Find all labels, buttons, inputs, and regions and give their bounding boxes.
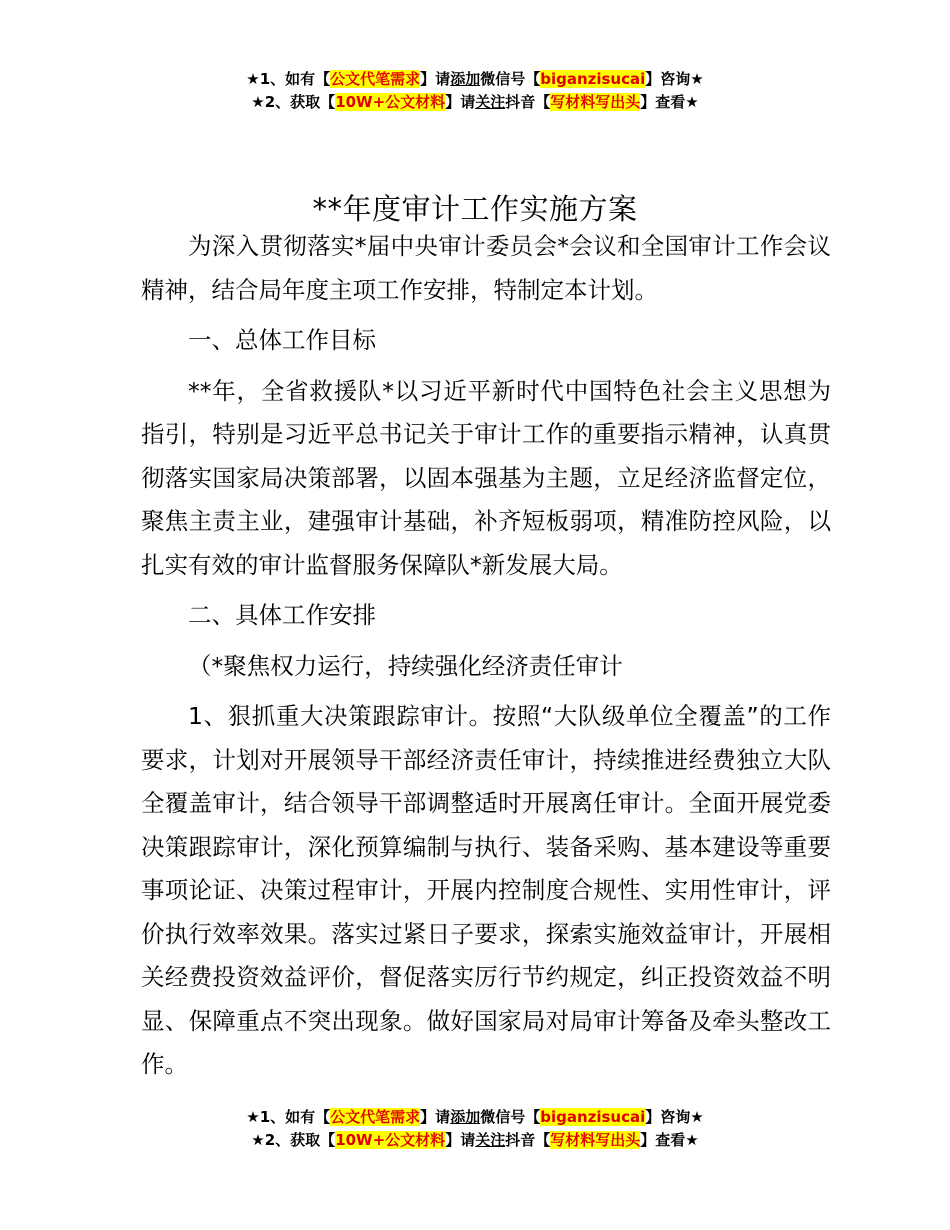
promo-text: ★2、获取【	[251, 1131, 336, 1149]
promo-highlight: 公文代笔需求	[330, 70, 421, 88]
promo-text: 】请	[420, 70, 451, 88]
promo-underlined-text: 关注	[475, 1131, 506, 1149]
promo-text: ★1、如有【	[246, 1108, 331, 1126]
document-title: **年度审计工作实施方案	[312, 192, 638, 227]
promo-underlined-text: 添加	[450, 1108, 481, 1126]
promo-text: 】请	[445, 1131, 476, 1149]
promo-underlined-text: 关注	[475, 93, 506, 111]
section-heading-2: 二、具体工作安排	[188, 601, 376, 629]
promo-text: 】咨询★	[645, 70, 704, 88]
intro-paragraph: 为深入贯彻落实*届中央审计委员会*会议和全国审计工作会议精神，结合局年度主项工作安排，特制定本计划。	[141, 232, 831, 304]
promo-highlight: 写材料写出头	[550, 93, 641, 111]
promo-text: 】咨询★	[645, 1108, 704, 1126]
section-heading-1: 一、总体工作目标	[188, 326, 376, 354]
promo-text: 抖音【	[505, 93, 551, 111]
subsection-heading-1: （*聚焦权力运行，持续强化经济责任审计	[188, 651, 623, 680]
promo-text: 微信号【	[480, 1108, 541, 1126]
promo-highlight: 写材料写出头	[550, 1131, 641, 1149]
goal-paragraph: **年，全省救援队*以习近平新时代中国特色社会主义思想为指引，特别是习近平总书记关于审计工作的重要指示精神，认真贯彻落实国家局决策部署，以固本强基为主题，立足经济监督定位，聚焦主责主业，建强审计基础，补齐短板弱项，精准防控风险，以扎实有效的审计监督服务保障队*新发展大局。	[141, 376, 831, 579]
promo-text: 】请	[445, 93, 476, 111]
promo-text: 】查看★	[640, 93, 699, 111]
promo-line-1	[0, 1106, 950, 1129]
promo-text: 】请	[420, 1108, 451, 1126]
promo-highlight: 10W+公文材料	[335, 1131, 446, 1149]
promo-text: 抖音【	[505, 1131, 551, 1149]
promo-text: ★1、如有【	[246, 70, 331, 88]
promo-highlight-wechat-id: biganzisucai	[540, 1108, 646, 1126]
promo-highlight-wechat-id: biganzisucai	[540, 70, 646, 88]
document-body	[141, 225, 831, 1094]
footer-promo-banner	[0, 1106, 950, 1152]
promo-line-1	[0, 68, 950, 91]
promo-text: ★2、获取【	[251, 93, 336, 111]
promo-highlight: 10W+公文材料	[335, 93, 446, 111]
promo-text: 微信号【	[480, 70, 541, 88]
promo-highlight: 公文代笔需求	[330, 1108, 421, 1126]
promo-text: 】查看★	[640, 1131, 699, 1149]
item-paragraph-1: 1、狠抓重大决策跟踪审计。按照“大队级单位全覆盖”的工作要求，计划对开展领导干部经济责任审计，持续推进经费独立大队全覆盖审计，结合领导干部调整适时开展离任审计。全面开展党委决策跟踪审计，深化预算编制与执行、装备采购、基本建设等重要事项论证、决策过程审计，开展内控制度合规性、实用性审计，评价执行效率效果。落实过紧日子要求，探索实施效益审计，开展相关经费投资效益评价，督促落实厉行节约规定，纠正投资效益不明显、保障重点不突出现象。做好国家局对局审计筹备及牵头整改工作。	[141, 702, 831, 1078]
header-promo-banner	[0, 68, 950, 114]
promo-underlined-text: 添加	[450, 70, 481, 88]
promo-line-2	[0, 1129, 950, 1152]
promo-line-2	[0, 91, 950, 114]
